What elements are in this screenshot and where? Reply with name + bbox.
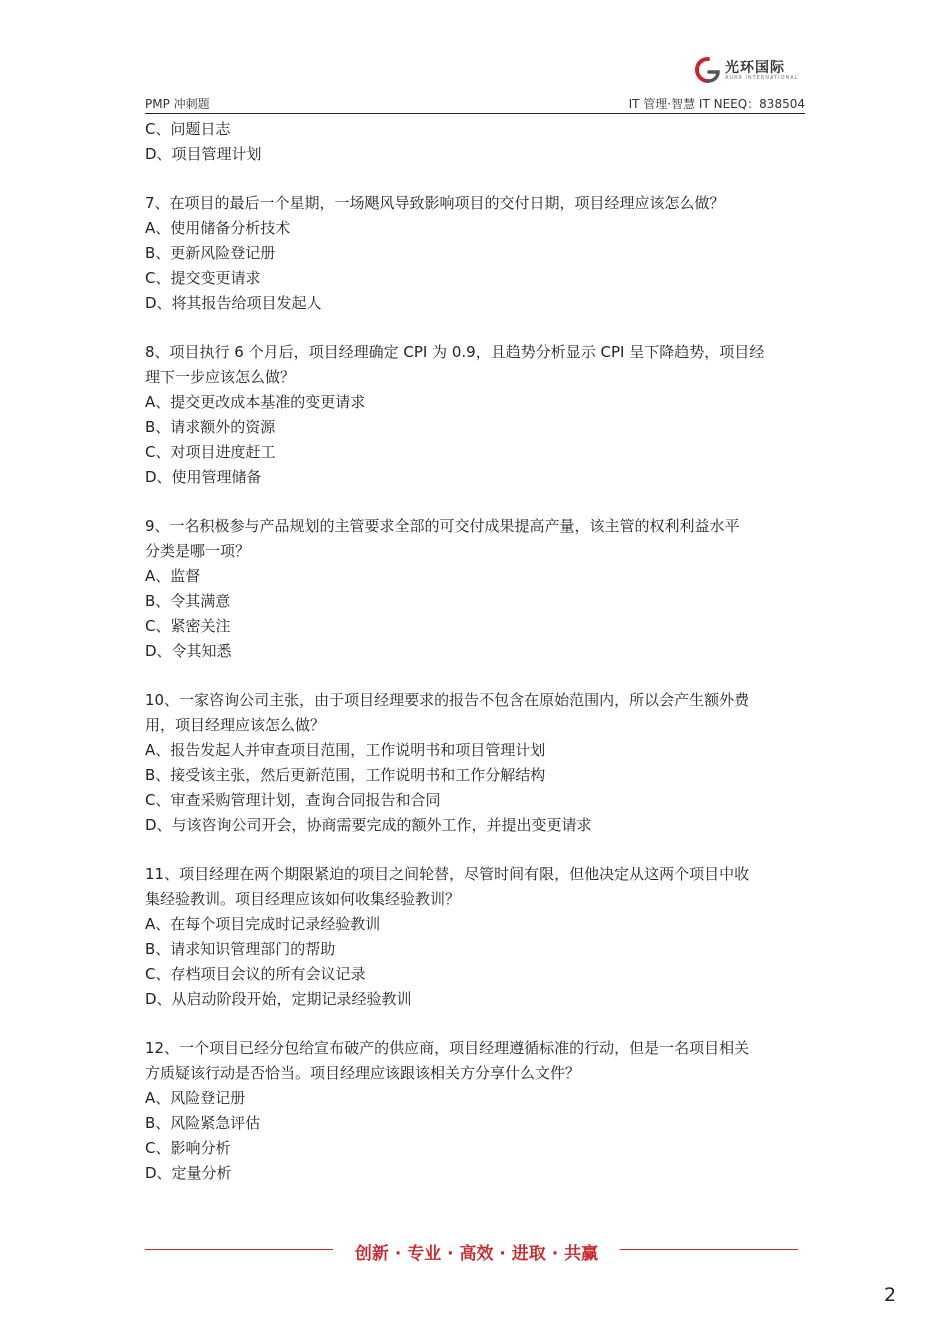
option: A、风险登记册 bbox=[145, 1089, 246, 1107]
option: D、项目管理计划 bbox=[145, 145, 262, 163]
option: B、接受该主张，然后更新范围，工作说明书和工作分解结构 bbox=[145, 766, 546, 784]
option: A、使用储备分析技术 bbox=[145, 219, 291, 237]
option: D、与该咨询公司开会，协商需要完成的额外工作，并提出变更请求 bbox=[145, 816, 592, 834]
question-8 bbox=[145, 340, 810, 490]
option: D、定量分析 bbox=[145, 1164, 232, 1182]
question-stem: 11、项目经理在两个期限紧迫的项目之间轮替，尽管时间有限，但他决定从这两个项目中收 bbox=[145, 865, 750, 883]
option: D、从启动阶段开始，定期记录经验教训 bbox=[145, 990, 412, 1008]
option: C、影响分析 bbox=[145, 1139, 231, 1157]
carryover-options bbox=[145, 117, 810, 167]
option: C、提交变更请求 bbox=[145, 269, 261, 287]
question-stem: 12、一个项目已经分包给宣布破产的供应商，项目经理遵循标准的行动，但是一名项目相关 bbox=[145, 1039, 750, 1057]
header-doc-title: PMP 冲刺题 bbox=[145, 97, 210, 111]
logo-swirl-icon bbox=[695, 56, 721, 84]
option: D、将其报告给项目发起人 bbox=[145, 294, 322, 312]
option: C、对项目进度赶工 bbox=[145, 443, 276, 461]
logo-sub-text: AURA INTERNATIONAL bbox=[725, 75, 799, 81]
header-company-info: IT 管理·智慧 IT NEEQ：838504 bbox=[628, 97, 805, 111]
option: B、请求额外的资源 bbox=[145, 418, 276, 436]
company-logo bbox=[695, 56, 805, 86]
option: A、在每个项目完成时记录经验教训 bbox=[145, 915, 381, 933]
option: C、问题日志 bbox=[145, 120, 231, 138]
question-stem: 7、在项目的最后一个星期，一场飓风导致影响项目的交付日期，项目经理应该怎么做？ bbox=[145, 194, 725, 212]
question-11 bbox=[145, 862, 810, 1012]
question-stem: 方质疑该行动是否恰当。项目经理应该跟该相关方分享什么文件？ bbox=[145, 1064, 581, 1082]
question-stem: 8、项目执行 6 个月后，项目经理确定 CPI 为 0.9，且趋势分析显示 CPI 呈下降趋势，项目经 bbox=[145, 343, 765, 361]
question-10 bbox=[145, 688, 810, 838]
question-stem: 10、一家咨询公司主张，由于项目经理要求的报告不包含在原始范围内，所以会产生额外费 bbox=[145, 691, 750, 709]
option: A、监督 bbox=[145, 567, 201, 585]
page-number: 2 bbox=[884, 1284, 897, 1306]
footer-rule-right bbox=[620, 1249, 798, 1250]
option: D、令其知悉 bbox=[145, 642, 232, 660]
question-stem: 集经验教训。项目经理应该如何收集经验教训？ bbox=[145, 890, 461, 908]
option: C、审查采购管理计划，查询合同报告和合同 bbox=[145, 791, 441, 809]
option: A、报告发起人并审查项目范围，工作说明书和项目管理计划 bbox=[145, 741, 546, 759]
logo-brand-text: 光环国际 bbox=[725, 60, 785, 76]
option: B、请求知识管理部门的帮助 bbox=[145, 940, 336, 958]
question-stem: 分类是哪一项？ bbox=[145, 542, 251, 560]
option: A、提交更改成本基准的变更请求 bbox=[145, 393, 366, 411]
question-9 bbox=[145, 514, 810, 664]
footer-slogan: 创新 · 专业 · 高效 · 进取 · 共赢 bbox=[354, 1244, 599, 1264]
footer-rule-left bbox=[145, 1249, 333, 1250]
question-stem: 9、一名积极参与产品规划的主管要求全部的可交付成果提高产量，该主管的权利利益水平 bbox=[145, 517, 740, 535]
option: B、令其满意 bbox=[145, 592, 231, 610]
question-stem: 理下一步应该怎么做？ bbox=[145, 368, 296, 386]
question-stem: 用，项目经理应该怎么做？ bbox=[145, 716, 326, 734]
option: D、使用管理储备 bbox=[145, 468, 262, 486]
option: C、紧密关注 bbox=[145, 617, 231, 635]
option: B、风险紧急评估 bbox=[145, 1114, 261, 1132]
option: B、更新风险登记册 bbox=[145, 244, 276, 262]
question-list bbox=[145, 117, 810, 1186]
question-7 bbox=[145, 191, 810, 316]
header-divider bbox=[145, 113, 805, 114]
option: C、存档项目会议的所有会议记录 bbox=[145, 965, 366, 983]
question-12 bbox=[145, 1036, 810, 1186]
